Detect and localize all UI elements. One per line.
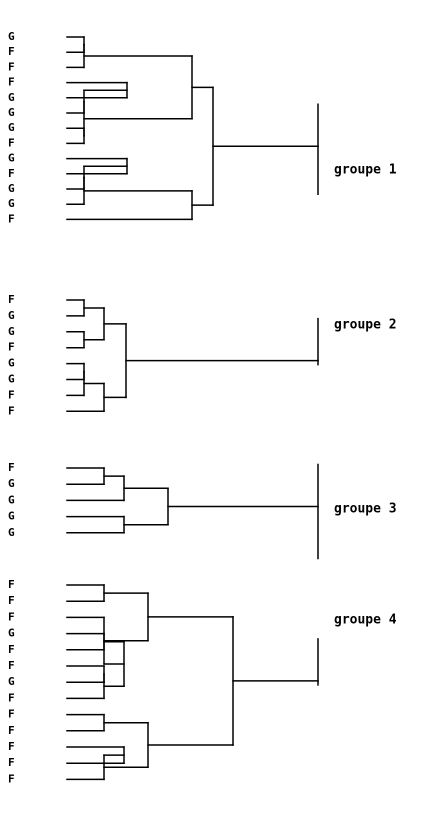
group-label: groupe 1 <box>334 162 397 178</box>
leaf-label: G <box>8 197 15 211</box>
leaf-label: F <box>8 461 15 474</box>
leaf-label: G <box>8 308 15 322</box>
leaf-label: G <box>8 626 15 640</box>
leaf-label: F <box>8 166 15 180</box>
leaf-label: F <box>8 293 15 306</box>
leaf-label: F <box>8 404 15 418</box>
leaf-label: F <box>8 594 15 608</box>
leaf-label: G <box>8 182 15 195</box>
leaf-label: G <box>8 90 15 104</box>
leaf-label: F <box>8 340 15 354</box>
leaf-label: F <box>8 610 15 624</box>
leaf-label: F <box>8 45 15 59</box>
leaf-label: F <box>8 659 15 672</box>
leaf-label: F <box>8 578 15 591</box>
leaf-label: G <box>8 509 15 523</box>
leaf-label: G <box>8 372 15 386</box>
leaf-label: G <box>8 151 15 165</box>
leaf-label: F <box>8 212 15 226</box>
leaf-label: G <box>8 121 15 135</box>
leaf-label: G <box>8 477 15 491</box>
leaf-label: F <box>8 772 15 786</box>
leaf-label: F <box>8 756 15 770</box>
leaf-label: F <box>8 75 15 89</box>
leaf-label: G <box>8 30 15 43</box>
group-label: groupe 2 <box>334 317 397 333</box>
leaf-label: F <box>8 723 15 737</box>
group-label: groupe 4 <box>334 612 397 628</box>
leaf-label: F <box>8 707 15 721</box>
group-label: groupe 3 <box>334 501 397 517</box>
dendrogram-trees <box>8 30 397 785</box>
leaf-label: F <box>8 136 15 150</box>
leaf-label: F <box>8 388 15 402</box>
leaf-label: G <box>8 675 15 689</box>
leaf-label: F <box>8 60 15 74</box>
leaf-label: G <box>8 493 15 507</box>
leaf-label: G <box>8 106 15 119</box>
leaf-label: G <box>8 324 15 338</box>
leaf-label: F <box>8 642 15 656</box>
leaf-label: G <box>8 525 15 539</box>
leaf-label: F <box>8 691 15 705</box>
leaf-label: G <box>8 356 15 370</box>
leaf-label: F <box>8 740 15 753</box>
